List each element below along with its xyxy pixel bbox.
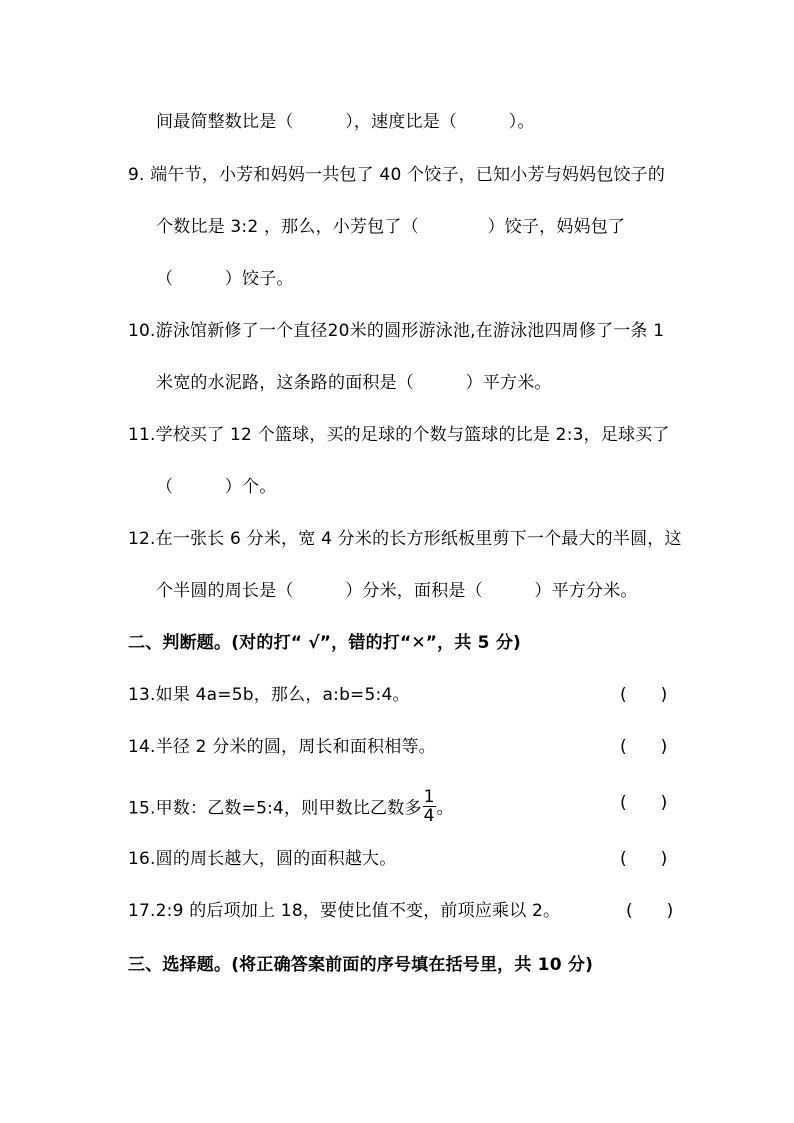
q12-line-2: 个半圆的周长是（ ）分米，面积是（ ）平方分米。 bbox=[156, 581, 638, 601]
q15-fraction-denominator: 4 bbox=[423, 806, 435, 826]
q15-suffix: 。 bbox=[436, 798, 454, 819]
q9-line-2: 个数比是 3:2 ，那么，小芳包了（ ）饺子，妈妈包了 bbox=[156, 217, 626, 237]
section2-heading: 二、判断题。(对的打“ √”，错的打“✕”，共 5 分) bbox=[128, 633, 521, 653]
q17-text: 17.2:9 的后项加上 18，要使比值不变，前项应乘以 2。 bbox=[128, 901, 561, 921]
q15-fraction bbox=[423, 788, 436, 825]
q16-text: 16.圆的周长越大，圆的面积越大。 bbox=[128, 849, 397, 869]
q15-prefix: 15.甲数：乙数=5:4，则甲数比乙数多 bbox=[128, 798, 422, 819]
q9-line-1: 9. 端午节，小芳和妈妈一共包了 40 个饺子，已知小芳与妈妈包饺子的 bbox=[128, 165, 666, 185]
q14-text: 14.半径 2 分米的圆，周长和面积相等。 bbox=[128, 737, 436, 757]
q10-line-2: 米宽的水泥路，这条路的面积是（ ）平方米。 bbox=[156, 373, 552, 393]
q11-line-1: 11.学校买了 12 个篮球，买的足球的个数与篮球的比是 2:3，足球买了 bbox=[128, 425, 670, 445]
q13-answer-paren[interactable]: ( ) bbox=[620, 685, 668, 705]
q15-text bbox=[128, 787, 454, 827]
q15-fraction-numerator: 1 bbox=[423, 787, 435, 807]
q11-line-2: （ ）个。 bbox=[156, 477, 277, 497]
section3-heading: 三、选择题。(将正确答案前面的序号填在括号里，共 10 分) bbox=[128, 955, 594, 975]
q16-answer-paren[interactable]: ( ) bbox=[620, 849, 668, 869]
q10-line-1: 10.游泳馆新修了一个直径20米的圆形游泳池,在游泳池四周修了一条 1 bbox=[128, 321, 665, 341]
q13-text: 13.如果 4a=5b，那么，a:b=5:4。 bbox=[128, 685, 410, 705]
q12-line-1: 12.在一张长 6 分米，宽 4 分米的长方形纸板里剪下一个最大的半圆，这 bbox=[128, 529, 682, 549]
q17-answer-paren[interactable]: ( ) bbox=[626, 901, 674, 921]
q14-answer-paren[interactable]: ( ) bbox=[620, 737, 668, 757]
q8-tail-line: 间最简整数比是（ ），速度比是（ ）。 bbox=[156, 112, 535, 132]
q15-answer-paren[interactable]: ( ) bbox=[620, 793, 668, 813]
q9-line-3: （ ）饺子。 bbox=[156, 269, 294, 289]
